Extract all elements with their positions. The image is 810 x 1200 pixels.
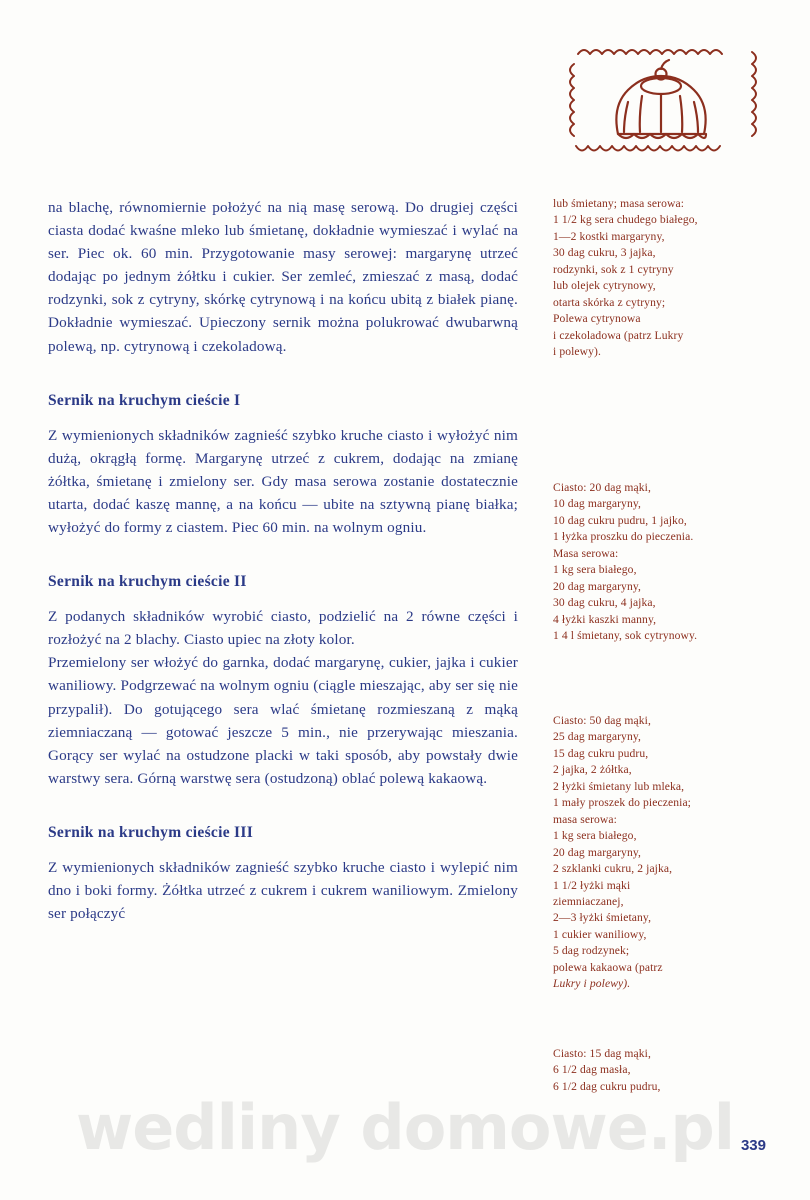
ingredient-line: 25 dag margaryny, bbox=[553, 730, 641, 744]
section-heading-3: Sernik na kruchym cieście III bbox=[48, 823, 254, 841]
section-1-paragraph-1: Z wymienionych składników zagnieść szybko kruche ciasto i wyłożyć nim dużą, okrągłą formę. Margarynę utrzeć z cukrem, dodając na zmianę żółtka, śmietanę i zmielony ser. Gdy masa serowa zostanie dostatecznie utarta, dodać kaszę mannę, a na końcu — ubite na sztywną pianę białka; wyłożyć do formy z ciastem. Piec 60 min. na wolnym ogniu. bbox=[48, 426, 518, 537]
ingredient-line: lub śmietany; masa serowa: bbox=[553, 197, 685, 210]
intro-paragraph: na blachę, równomiernie położyć na nią masę serową. Do drugiej części ciasta dodać kwaśne mleko lub śmietanę, dokładnie wymieszać i wylać na ser. Piec ok. 60 min. Przygotowanie masy serowej: margarynę utrzeć dodając po jednym żółtku i cukier. Ser zemleć, zmieszać z masą, dodać rodzynki, sok z cytryny, skórkę cytrynową i na końcu ubitą z białek pianę. Dokładnie wymieszać. Upieczony sernik można polukrować dwubarwną polewą, np. cytrynową i czekoladową. bbox=[48, 199, 518, 355]
ingredient-line: 10 dag cukru pudru, 1 jajko, bbox=[553, 513, 687, 527]
ingredient-line: 20 dag margaryny, bbox=[553, 845, 641, 859]
section-heading-2: Sernik na kruchym cieście II bbox=[48, 573, 247, 591]
ingredient-line: 2 jajka, 2 żółtka, bbox=[553, 763, 632, 777]
ingredient-line: 1 4 l śmietany, sok cytrynowy. bbox=[553, 629, 698, 643]
section-3-paragraph-1: Z wymienionych składników zagnieść szybko kruche ciasto i wylepić nim dno i boki formy. Żółtka utrzeć z cukrem i cukrem waniliowym. Zmielony ser połączyć bbox=[48, 858, 518, 923]
ingredient-line: 1 1/2 łyżki mąki bbox=[553, 878, 631, 892]
ingredient-line: 5 dag rodzynek; bbox=[553, 944, 630, 958]
ingredient-line: masa serowa: bbox=[553, 812, 617, 826]
ingredient-line: lub olejek cytrynowy, bbox=[553, 279, 656, 293]
ingredient-line: 1 kg sera białego, bbox=[553, 829, 637, 843]
ingredient-line: 10 dag margaryny, bbox=[553, 497, 641, 511]
ingredient-line: 6 1/2 dag masła, bbox=[553, 1063, 631, 1077]
ingredient-line: Masa serowa: bbox=[553, 546, 619, 560]
ingredients-sernik-kruche-i bbox=[553, 480, 785, 645]
ingredient-line: 1 kg sera białego, bbox=[553, 563, 637, 577]
ingredient-line: 2—3 łyżki śmietany, bbox=[553, 911, 652, 925]
ingredient-line: 4 łyżki kaszki manny, bbox=[553, 612, 657, 626]
ingredient-line: ziemniaczanej, bbox=[553, 894, 624, 908]
page-number: 339 bbox=[740, 1137, 766, 1154]
section-2-paragraph-1: Z podanych składników wyrobić ciasto, podzielić na 2 równe części i rozłożyć na 2 blachy. Ciasto upiec na złoty kolor. bbox=[48, 608, 518, 649]
ingredient-line: 1 cukier waniliowy, bbox=[553, 927, 647, 941]
site-watermark: wedliny domowe.pl bbox=[75, 1091, 735, 1164]
ingredients-sernik-kruche-ii bbox=[553, 713, 785, 993]
main-text-column bbox=[48, 196, 518, 931]
ingredients-sernik-kruche-iii bbox=[553, 1046, 785, 1095]
section-2-paragraph-2: Przemielony ser włożyć do garnka, dodać margarynę, cukier, jajka i cukier waniliowy. Podgrzewać na wolnym ogniu (ciągle mieszając, aby ser się nie przypalił). Do gotującego sera wlać śmietanę rozmieszaną z mąką ziemniaczaną — gotować jeszcze 5 min., nie przerywając mieszania. Gorący ser wylać na ostudzone placki w taki sposób, aby powstały dwie warstwy sera. Górną warstwę sera (ostudzoną) oblać polewą kakaową. bbox=[48, 654, 518, 787]
ingredient-line: Lukry i polewy). bbox=[553, 977, 631, 991]
ingredient-line: 6 1/2 dag cukru pudru, bbox=[553, 1079, 661, 1093]
ingredient-line: 30 dag cukru, 4 jajka, bbox=[553, 596, 656, 610]
section-heading-1: Sernik na kruchym cieście I bbox=[48, 391, 241, 409]
ingredient-line: 2 łyżki śmietany lub mleka, bbox=[553, 779, 685, 793]
ingredient-line: 20 dag margaryny, bbox=[553, 579, 641, 593]
ingredient-line: 15 dag cukru pudru, bbox=[553, 746, 649, 760]
ingredient-line: 1—2 kostki margaryny, bbox=[553, 229, 665, 243]
ingredient-line: 30 dag cukru, 3 jajka, bbox=[553, 246, 656, 260]
ingredient-line: rodzynki, sok z 1 cytryny bbox=[553, 262, 674, 276]
ingredient-line: 1 łyżka proszku do pieczenia. bbox=[553, 530, 694, 544]
ingredients-sernik-intro bbox=[553, 196, 785, 361]
ingredient-line: Ciasto: 50 dag mąki, bbox=[553, 714, 651, 727]
ingredient-line: Polewa cytrynowa bbox=[553, 312, 641, 326]
ingredient-line: i polewy). bbox=[553, 345, 602, 359]
ingredient-line: 1 1/2 kg sera chudego białego, bbox=[553, 213, 698, 227]
ingredient-line: Ciasto: 15 dag mąki, bbox=[553, 1047, 651, 1060]
ingredient-line: Ciasto: 20 dag mąki, bbox=[553, 481, 651, 494]
bundt-cake-illustration bbox=[556, 34, 766, 164]
ingredient-line: 1 mały proszek do pieczenia; bbox=[553, 796, 692, 810]
ingredient-line: polewa kakaowa (patrz bbox=[553, 960, 663, 974]
ingredient-line: 2 szklanki cukru, 2 jajka, bbox=[553, 862, 673, 876]
ingredient-line: otarta skórka z cytryny; bbox=[553, 295, 666, 309]
ingredient-line: i czekoladowa (patrz Lukry bbox=[553, 328, 684, 342]
